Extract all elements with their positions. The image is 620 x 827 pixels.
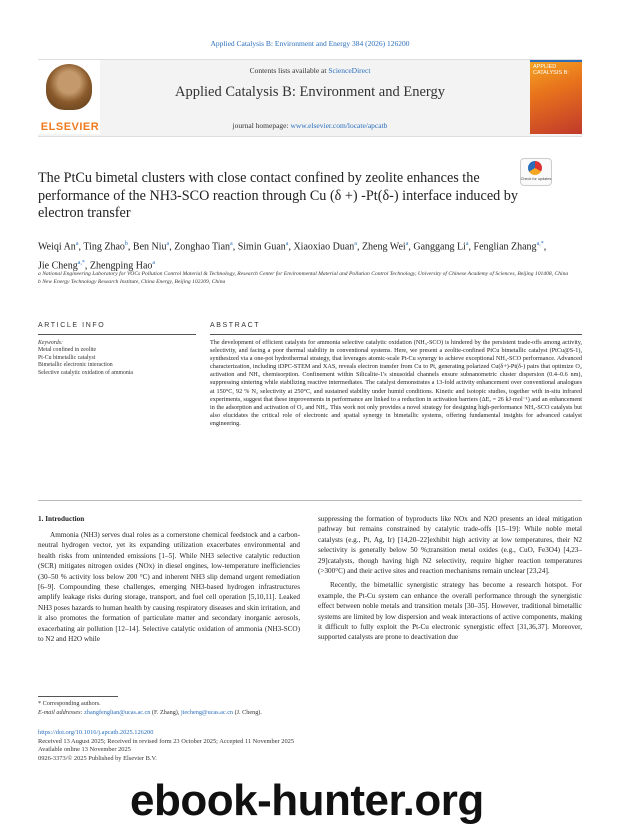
cover-stripe xyxy=(530,60,582,62)
keywords-label: Keywords: xyxy=(38,340,63,346)
corresponding-note: * Corresponding authors. xyxy=(38,700,101,707)
doi-link[interactable]: https://doi.org/10.1016/j.apcatb.2025.126200 xyxy=(38,729,154,736)
author-affiliation-marker[interactable]: a xyxy=(75,241,79,247)
available-online: Available online 13 November 2025 xyxy=(38,746,131,753)
cover-title: APPLIED CATALYSIS B: xyxy=(533,64,569,76)
footnotes xyxy=(38,700,438,717)
divider xyxy=(38,500,582,501)
copyright: 0926-3373/© 2025 Published by Elsevier B.V. xyxy=(38,754,157,762)
keyword-item: Selective catalytic oxidation of ammonia xyxy=(38,369,133,376)
elsevier-tree-icon xyxy=(46,64,92,110)
author-name[interactable]: Xiaoxiao Duan xyxy=(293,241,355,253)
sciencedirect-link[interactable]: ScienceDirect xyxy=(328,66,371,75)
email-line: E-mail addresses: zhangfenglian@ucas.ac.cn (F. Zhang), jiecheng@ucas.ac.cn (J. Cheng). xyxy=(38,708,262,716)
affiliation-a: a National Engineering Laboratory for VOCs Pollution Control Material & Technology, Research Center for Environmental Material and Pollution Control Technology, University of Chinese Academy of Sciences, Beijing 101408, China xyxy=(38,271,569,277)
author-name[interactable]: Ting Zhao xyxy=(83,241,125,253)
author-affiliation-marker[interactable]: a xyxy=(354,241,357,247)
keyword-item: Bimetallic electronic interaction xyxy=(38,362,113,369)
keywords-block xyxy=(38,340,198,377)
author-affiliation-marker[interactable]: a xyxy=(230,241,233,247)
intro-paragraph: suppressing the formation of byproducts like NOx and N2O presents an ideal mitigation pathway but remains constrained by catalytic trade-offs [15–19]: While noble metal catalysts (e.g., Pt, Ag, Ir) [14,20–22]exhibit high activity at low temperatures, their N2 selectivity is generally below 50 %;transition metal oxides (e.g., CuO, Fe3O4) [4,23–29]catalysts, though having high N2 selectivity, require higher reaction temperatures (>300°C) and their active sites and reaction mechanisms remain unclear [23,24]. xyxy=(318,515,582,576)
author-name[interactable]: Weiqi An xyxy=(38,241,76,253)
author-name[interactable]: Zheng Wei xyxy=(361,241,406,253)
journal-reference[interactable]: Applied Catalysis B: Environment and Energy 384 (2026) 126200 xyxy=(210,39,410,48)
author-affiliation-marker[interactable]: a xyxy=(152,260,156,267)
article-footer xyxy=(38,729,438,763)
affiliations xyxy=(38,270,578,286)
intro-paragraph: Ammonia (NH3) serves dual roles as a cornerstone chemical feedstock and a carbon-neutral hydrogen vector, yet its expanding utilization exacerbates environmental and health risks from unintended emissions [1–5]. While NH3 selective catalytic reduction (SCR) mitigates nitrogen oxides (NOx) in diesel engines, low-temperature inefficiencies (30–50 % activity loss below 200 °C) and inherent NH3 slip demand urgent remediation [6–9]. Compounding these challenges, emerging NH3-based hydrogen infrastructures amplify leakage risks during storage, transport, and fuel cell operation [5,10,11]. Leaked NH3 poses hazards to human health by causing respiratory diseases and skin irritation, and it also promotes the formation of particulate matter and secondary inorganic aerosols, exacerbating air pollution [12–14]. Selective catalytic oxidation of ammonia (NH3-SCO) to N2 and H2O while xyxy=(38,531,300,644)
intro-column-left xyxy=(38,530,300,644)
author-name[interactable]: Ben Niu xyxy=(132,241,167,253)
divider xyxy=(38,334,196,335)
article-title: The PtCu bimetal clusters with close contact confined by zeolite enhances the performance of the NH3-SCO reaction through Cu (δ +) -Pt(δ-) interface induced by electron transfer xyxy=(38,170,518,221)
author-affiliation-marker[interactable]: b xyxy=(124,241,128,247)
article-info-heading: ARTICLE INFO xyxy=(38,322,106,329)
footnote-divider xyxy=(38,696,118,697)
email-link[interactable]: zhangfenglian@ucas.ac.cn xyxy=(84,708,151,716)
homepage-line: journal homepage: www.elsevier.com/locate/apcatb xyxy=(232,121,388,130)
watermark: ebook-hunter.org xyxy=(130,776,484,825)
keyword-item: Pt-Cu bimetallic catalyst xyxy=(38,354,96,361)
check-updates-label: Check for updates xyxy=(520,177,552,181)
author-affiliation-marker[interactable]: a xyxy=(285,241,289,247)
intro-column-right xyxy=(318,514,582,643)
keyword-item: Metal confined in zeolite xyxy=(38,347,97,354)
author-affiliation-marker[interactable]: a,* xyxy=(77,260,85,267)
publisher-logo-text: ELSEVIER xyxy=(40,121,100,133)
affiliation-b: b New Energy Technology Research Institute, China Energy, Beijing 102209, China xyxy=(38,279,226,285)
homepage-link[interactable]: www.elsevier.com/locate/apcatb xyxy=(290,121,388,130)
author-name[interactable]: Ganggang Li xyxy=(413,241,466,253)
author-affiliation-marker[interactable]: a,* xyxy=(536,241,544,247)
author-list: Weiqi An$^a$, Ting Zhao$^b$, Ben Niu$^a$, Zonghao Tian$^a$, Simin Guan$^a$, Xiaoxiao Duan$^a$, Zheng Wei$^a$, Ganggang Li$^a$, Fenglian Zhang$^{a,*}$, Jie Cheng$^{a,*}$, Zhengping Hao$^a$ xyxy=(38,241,547,272)
journal-title: Applied Catalysis B: Environment and Energy xyxy=(175,84,445,100)
intro-paragraph: Recently, the bimetallic synergistic strategy has become a research hotspot. For example, the Pt-Cu system can enhance the overall performance through the synergistic effect between noble metals and transition metals [30–35]. However, traditional bimetallic systems are limited by low dispersion and weak interactions of active components, making it difficult to fully exploit the Pt-Cu electronic synergistic effect [31,36,37]. Moreover, supported catalysts are prone to deactivation due xyxy=(318,581,582,642)
author-name[interactable]: Zhengping Hao xyxy=(89,260,153,272)
contents-line: Contents lists available at ScienceDirect xyxy=(249,66,371,75)
divider xyxy=(210,334,582,335)
introduction-heading: 1. Introduction xyxy=(38,515,85,523)
author-affiliation-marker[interactable]: a xyxy=(166,241,170,247)
author-name[interactable]: Zonghao Tian xyxy=(174,241,231,253)
author-name[interactable]: Fenglian Zhang xyxy=(473,241,537,253)
author-affiliation-marker[interactable]: a xyxy=(465,241,469,247)
abstract-text: The development of efficient catalysts for ammonia selective catalytic oxidation (NH₃-SCO) is hindered by the persistent trade-offs among activity, selectivity, and facing a poor thermal stability in conventional systems. Here, we present a zeolite-confined PtCu bimetallic catalyst (PtCu@S-1), synthesized via a one-pot hydrothermal strategy, that leverages atomic-scale Pt-Cu synergy to achieve exceptional NH₃-SCO performance. Advanced characterization, including iDPC-STEM and XAS, reveals electron transfer from Cu to Pt, generating polarized Cu(δ+)-Pt(δ-) pairs that optimize O₂ activation and NH₃ chemisorption. Confinement within Silicalite-1's sinusoidal channels ensure subnanometric cluster dispersion (0.4–0.6 nm), suppressing sintering while stabilizing reactive intermediates. The catalyst demonstrates a 13-fold activity enhancement over conventional analogues at 150°C, 92 % N₂ selectivity at 250°C, and sustained stability under humid conditions. Kinetic and isotopic studies, together with in-situ infrared experiments, suggest that these improvements in performance are linked to a reduction in activation barriers (ΔEₐ = 26 kJ·mol⁻¹) and an enhancement in the adsorption and activation of O₂ and NH₃. This work not only provides a novel strategy for designing high-performance NH₃-SCO catalysts but also elucidates the critical role of electronic and spatial synergy in bimetallic systems, offering fundamental insights for advanced catalyst engineering. xyxy=(210,339,582,427)
author-name[interactable]: Simin Guan xyxy=(237,241,286,253)
abstract-heading: ABSTRACT xyxy=(210,322,261,329)
email-link[interactable]: jiecheng@ucas.ac.cn xyxy=(180,708,234,716)
author-name[interactable]: Jie Cheng xyxy=(38,260,78,272)
received-dates: Received 13 August 2025; Received in revised form 23 October 2025; Accepted 11 November 2025 xyxy=(38,737,295,745)
check-updates-icon xyxy=(528,161,542,175)
author-affiliation-marker[interactable]: a xyxy=(405,241,409,247)
